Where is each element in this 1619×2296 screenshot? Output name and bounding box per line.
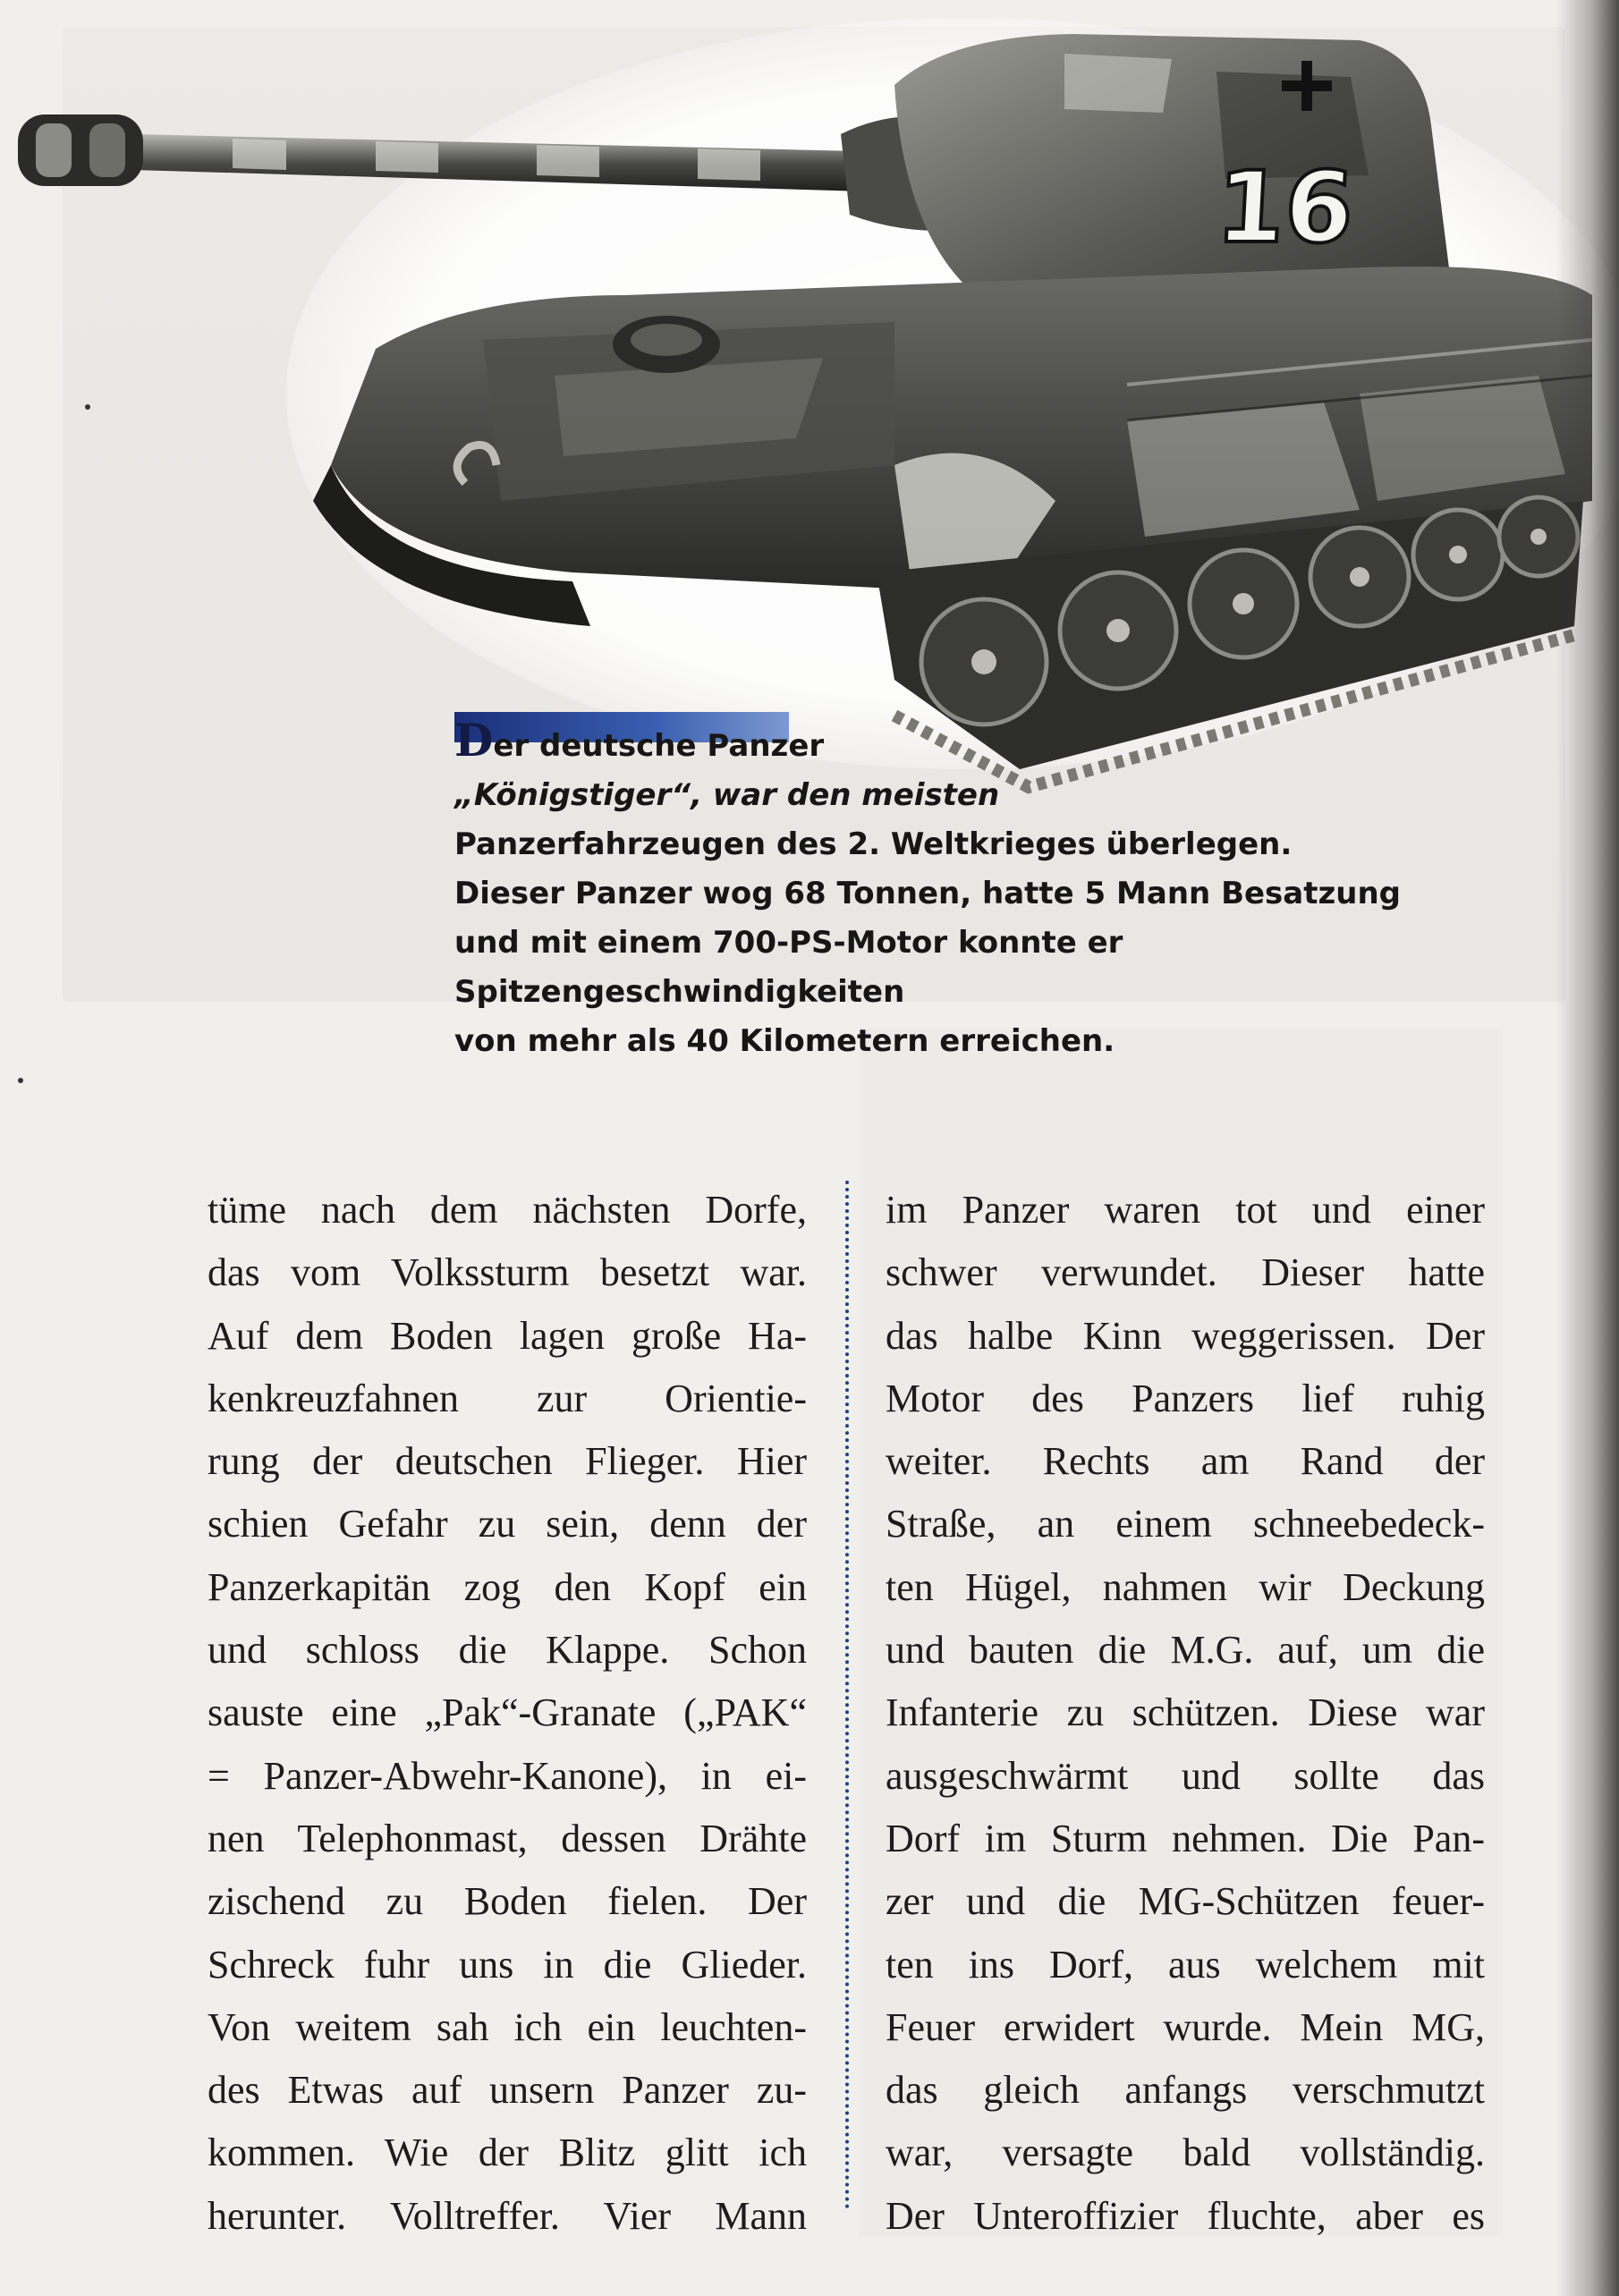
body-line: zer und die MG-Schützen feuer- [886,1879,1485,1924]
body-line: des Etwas auf unsern Panzer zu- [208,2068,807,2113]
body-line: Straße, an einem schneebedeck- [886,1502,1485,1546]
body-line: Panzerkapitän zog den Kopf ein [208,1564,807,1609]
body-line: Auf dem Boden lagen große Ha- [208,1313,807,1358]
body-line: zischend zu Boden fielen. Der [208,1879,807,1924]
body-line: Von weitem sah ich ein leuchten- [208,2004,807,2049]
body-line: tüme nach dem nächsten Dorfe, [208,1188,807,1232]
body-line: rung der deutschen Flieger. Hier [208,1439,807,1484]
caption-line: Spitzengeschwindigkeiten [454,974,905,1010]
caption-line: Panzerfahrzeugen des 2. Weltkrieges überlegen. [454,826,1293,862]
column-divider [845,1181,849,2209]
caption-heading [454,716,824,771]
tank-photo [0,0,1619,805]
body-line: nen Telephonmast, dessen Drähte [208,1816,807,1860]
body-line: das gleich anfangs verschmutzt [886,2068,1485,2113]
body-line: Motor des Panzers lief ruhig [886,1376,1485,1420]
body-line: ten Hügel, nahmen wir Deckung [886,1564,1485,1609]
body-line: schien Gefahr zu sein, denn der [208,1502,807,1546]
figure-caption [454,714,1402,1066]
body-line: kommen. Wie der Blitz glitt ich [208,2131,807,2175]
print-speck [85,404,90,410]
body-line: das vom Volkssturm besetzt war. [208,1250,807,1295]
caption-line: „Königstiger“, war den meisten [454,777,1000,813]
body-line: ten ins Dorf, aus welchem mit [886,1942,1485,1987]
page-binding-shadow [1556,0,1619,2296]
body-line: = Panzer-Abwehr-Kanone), in ei- [208,1753,807,1798]
caption-line: von mehr als 40 Kilometern erreichen. [454,1023,1115,1059]
caption-line: Dieser Panzer wog 68 Tonnen, hatte 5 Mann Besatzung [454,876,1402,911]
body-line: war, versagte bald vollständig. [886,2131,1485,2175]
print-speck [18,1078,23,1083]
caption-dropcap: D [454,714,494,767]
body-line: und bauten die M.G. auf, um die [886,1628,1485,1673]
body-line: herunter. Volltreffer. Vier Mann [208,2193,807,2238]
text-column-left [208,1179,807,2248]
body-line: das halbe Kinn weggerissen. Der [886,1313,1485,1358]
body-line: Feuer erwidert wurde. Mein MG, [886,2004,1485,2049]
body-line: kenkreuzfahnen zur Orientie- [208,1376,807,1420]
body-line: ausgeschwärmt und sollte das [886,1753,1485,1798]
body-line: im Panzer waren tot und einer [886,1188,1485,1232]
body-line: weiter. Rechts am Rand der [886,1439,1485,1484]
text-column-right [886,1179,1485,2248]
body-line: Der Unteroffizier fluchte, aber es [886,2193,1485,2238]
turret-number: 16 [1213,150,1357,265]
caption-line: und mit einem 700-PS-Motor konnte er [454,925,1123,961]
body-line: Dorf im Sturm nehmen. Die Pan- [886,1816,1485,1860]
body-line: Schreck fuhr uns in die Glieder. [208,1942,807,1987]
body-line: sauste eine „Pak“-Granate („PAK“ [208,1690,807,1735]
caption-line: er deutsche Panzer [493,728,825,764]
body-line: und schloss die Klappe. Schon [208,1628,807,1673]
body-line: schwer verwundet. Dieser hatte [886,1250,1485,1295]
body-line: Infanterie zu schützen. Diese war [886,1690,1485,1735]
